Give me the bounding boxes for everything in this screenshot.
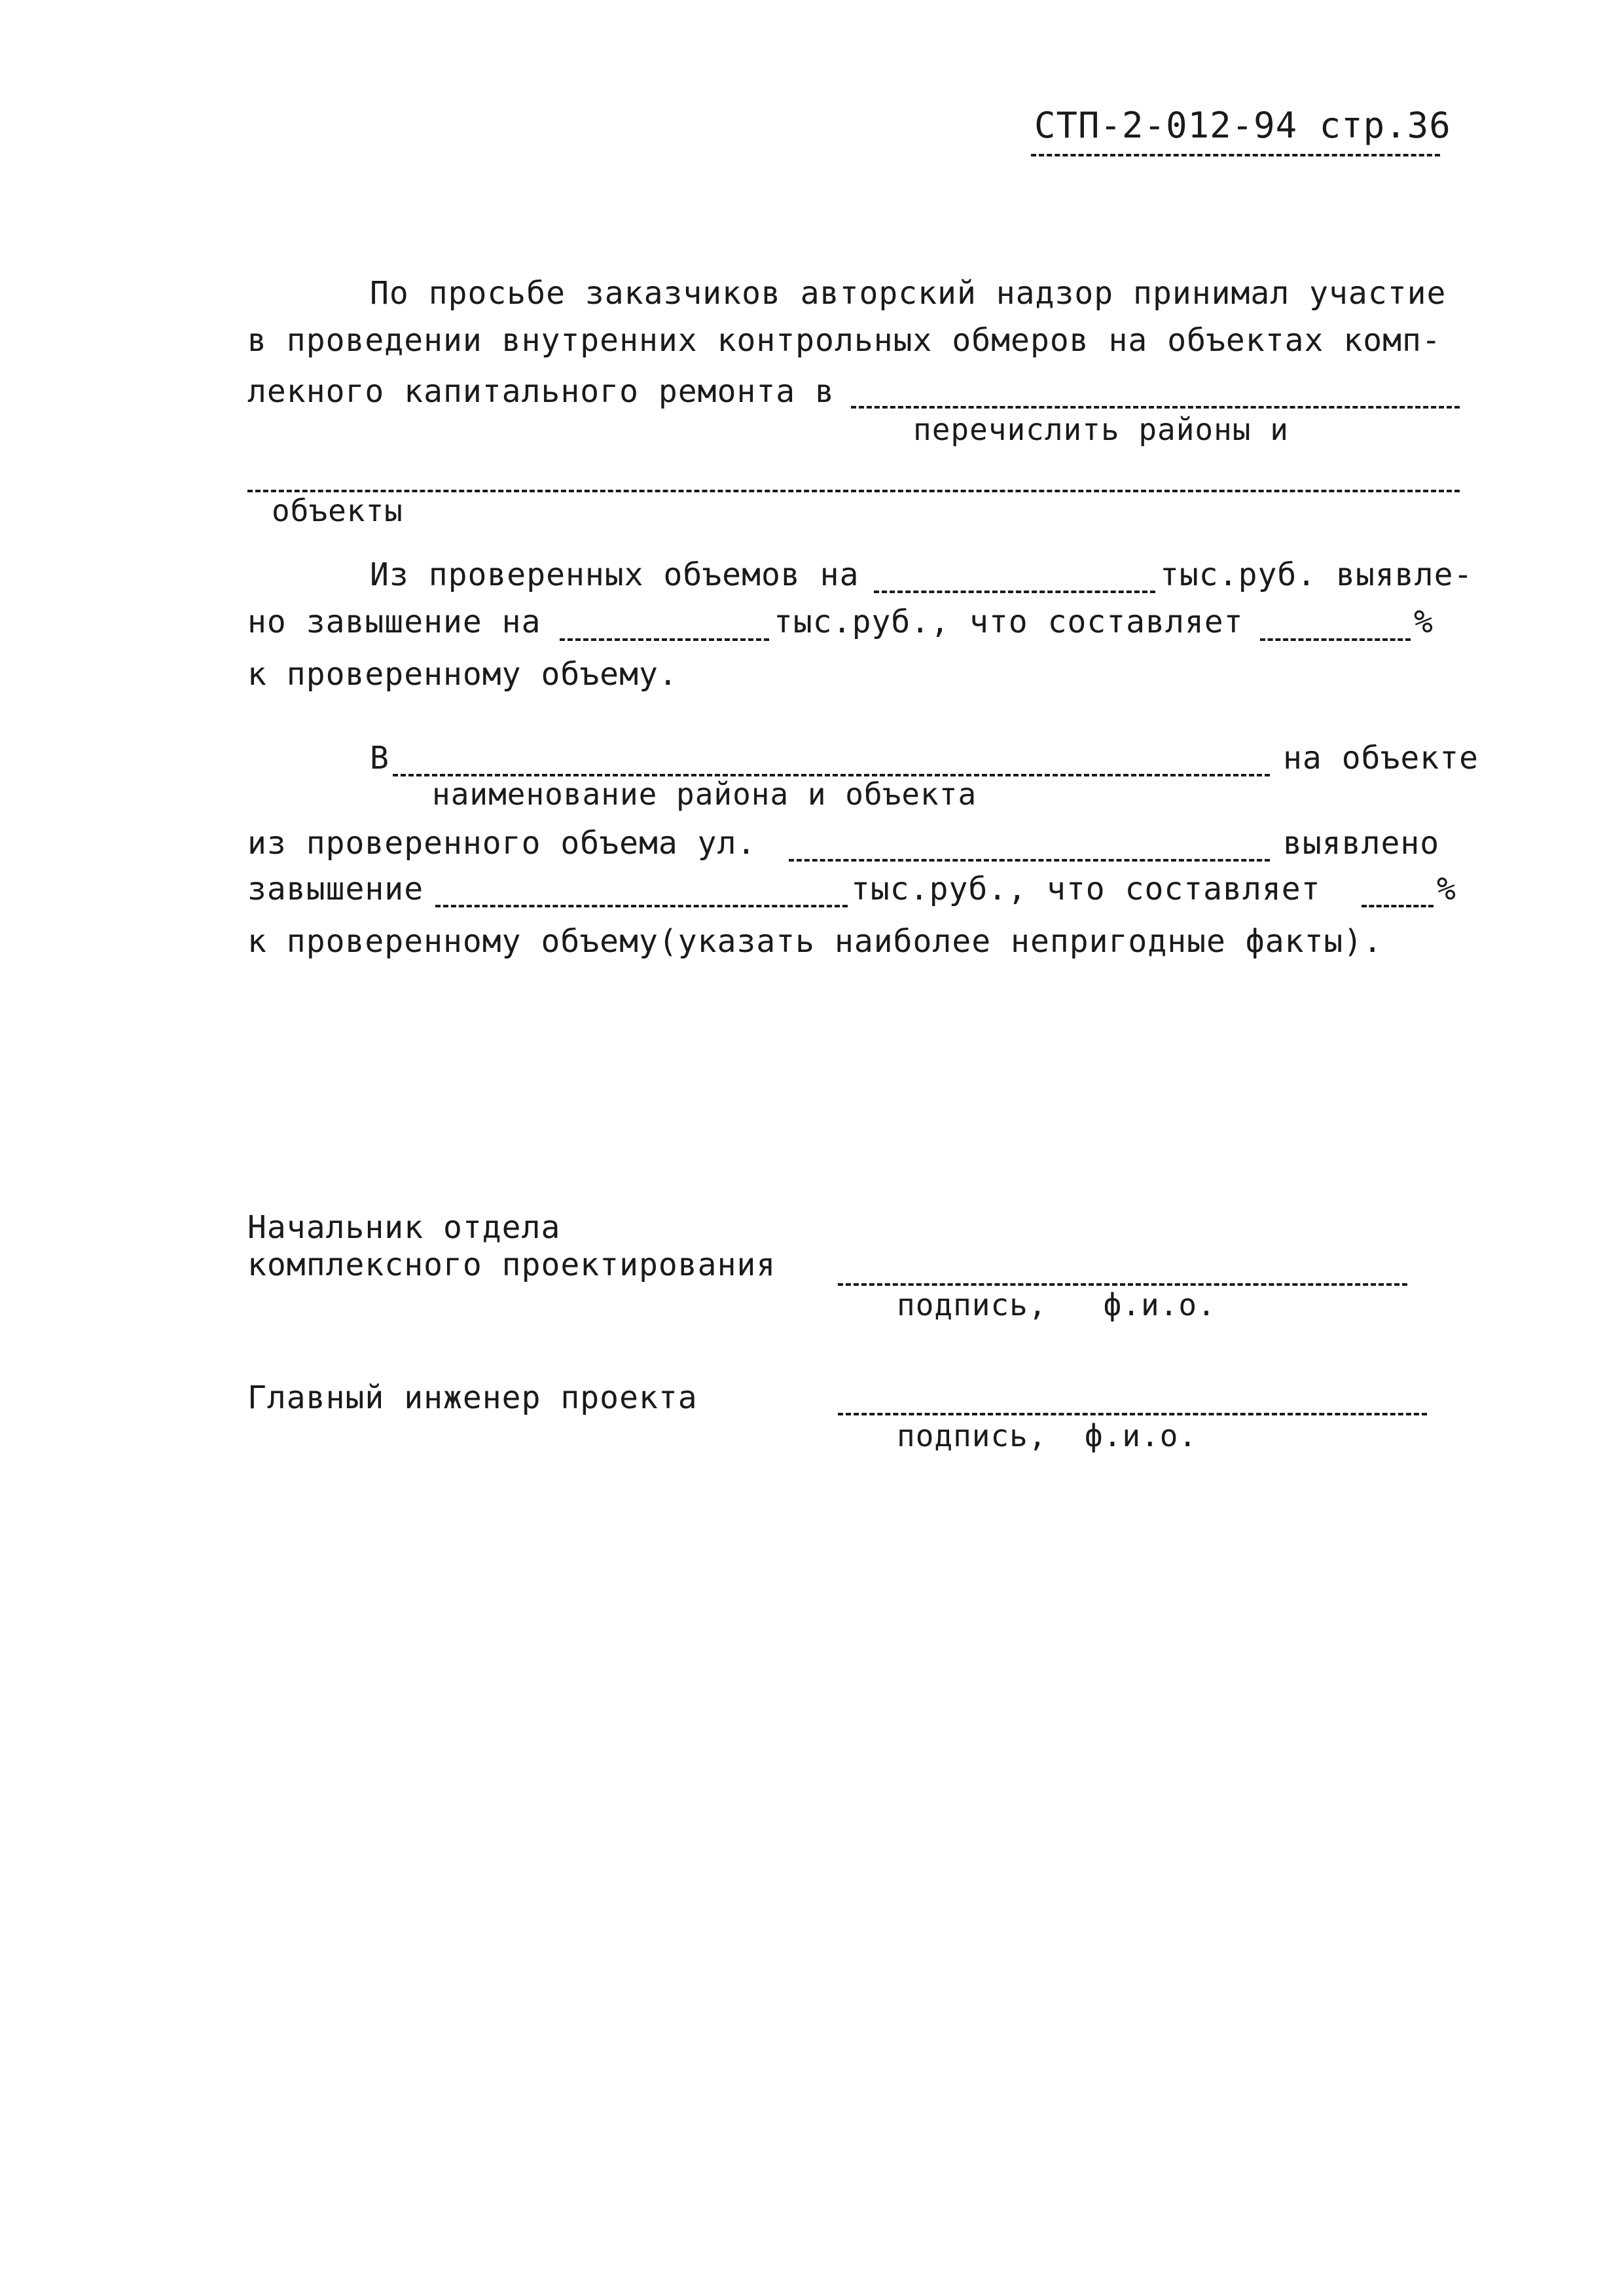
para3-line2a: из проверенного объема ул.: [247, 825, 757, 862]
para3-line1b: на объекте: [1283, 740, 1479, 776]
head-signature-hint: подпись, ф.и.о.: [897, 1287, 1216, 1322]
header-underline: [1031, 154, 1440, 156]
document-reference: СТП-2-012-94 стр.36: [1034, 105, 1451, 146]
districts-hint: перечислить районы и: [913, 412, 1289, 447]
para2-line1b: тыс.руб. выявле-: [1160, 556, 1473, 593]
para1-line2: в проведении внутренних контрольных обмеров на объектах комп-: [247, 322, 1441, 359]
para1-line1: По просьбе заказчиков авторский надзор принимал участие: [370, 275, 1447, 312]
overstatement-blank-2: [435, 905, 848, 907]
para3-line3a: завышение: [247, 871, 424, 907]
para1-line3: лекного капитального ремонта в: [247, 373, 835, 410]
district-object-hint: наименование района и объекта: [432, 776, 977, 812]
para3-line2b: выявлено: [1283, 825, 1440, 862]
head-title-line1: Начальник отдела: [247, 1209, 561, 1246]
checked-volume-blank: [874, 591, 1155, 593]
objects-blank: [247, 490, 1460, 492]
para3-line3b: тыс.руб., что составляет: [851, 871, 1321, 907]
para3-line4: к проверенному объему(указать наиболее непригодные факты).: [247, 923, 1383, 960]
chief-signature-hint: подпись, ф.и.о.: [897, 1418, 1198, 1453]
overstatement-blank: [560, 638, 769, 641]
para2-percent: %: [1414, 604, 1434, 640]
para2-line2b: тыс.руб., что составляет: [774, 604, 1244, 640]
para3-percent: %: [1437, 871, 1456, 907]
percent-blank-2: [1362, 905, 1434, 907]
head-title-line2: комплексного проектирования: [247, 1247, 776, 1283]
objects-hint: объекты: [272, 493, 403, 528]
head-signature-line: [838, 1283, 1407, 1286]
percent-blank-1: [1260, 638, 1411, 641]
chief-title: Главный инженер проекта: [247, 1379, 698, 1416]
para2-line3: к проверенному объему.: [247, 656, 678, 693]
chief-signature-line: [838, 1413, 1427, 1415]
para2-line2a: но завышение на: [247, 604, 541, 640]
para2-line1a: Из проверенных объемов на: [370, 556, 859, 593]
para3-line1a: В: [370, 740, 389, 776]
districts-blank: [851, 406, 1460, 409]
street-blank: [789, 859, 1270, 862]
